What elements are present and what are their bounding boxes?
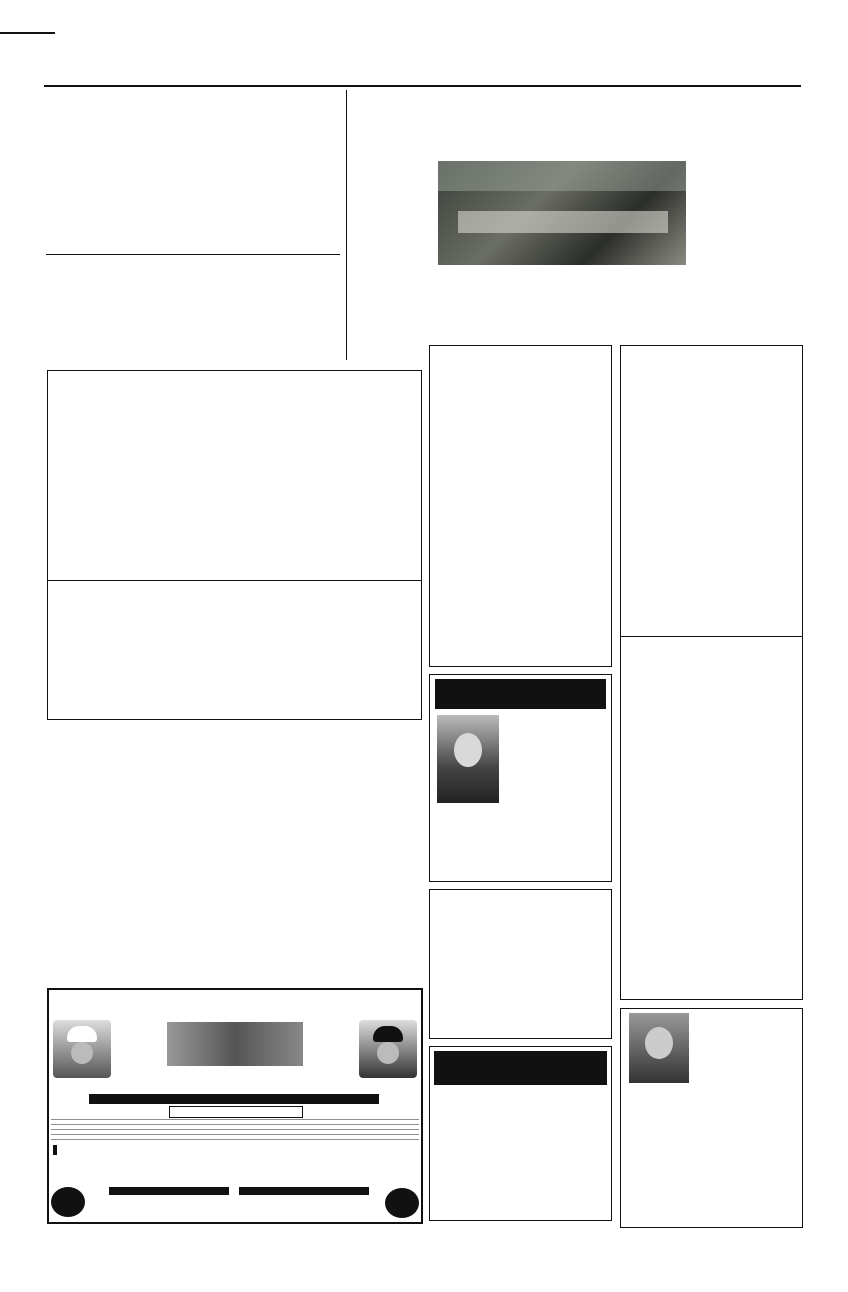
couple-image: [167, 1022, 303, 1066]
turban-shape: [373, 1026, 403, 1042]
rule: [0, 32, 55, 34]
office-label: [109, 1187, 229, 1195]
table-shape: [458, 211, 668, 233]
generous-donation-title: [434, 1051, 607, 1085]
nyk-article-border: [620, 345, 803, 1000]
wall-shape: [438, 161, 686, 191]
child-photo: [629, 1013, 689, 1083]
financial-help-body: [436, 934, 605, 1004]
imdadi-body: [627, 1089, 797, 1175]
face-shape: [377, 1042, 399, 1064]
clinic-ad-footer: [49, 1226, 421, 1244]
urdu-appeal-body: [504, 715, 607, 805]
turban-shape: [67, 1026, 97, 1042]
generous-donation-appeal: [429, 1046, 612, 1221]
imdadi-appeal: [620, 1008, 803, 1228]
hakim-photo: [53, 1020, 111, 1078]
patient-photo: [437, 715, 499, 803]
financial-help-appeal: [429, 889, 612, 1039]
face-shape: [454, 733, 482, 767]
face-shape: [645, 1027, 673, 1059]
no-side-effect: [169, 1106, 303, 1118]
urdu-description-lines: [51, 1118, 419, 1144]
face-shape: [71, 1042, 93, 1064]
tourism-notice: [429, 345, 612, 667]
urdu-appeal-title: [435, 679, 606, 709]
clinic-ad-inner: [49, 990, 421, 1222]
fees-badge: [385, 1188, 419, 1218]
sunday-badge: [51, 1187, 85, 1217]
meeting-photo: [438, 161, 686, 265]
home-label: [239, 1187, 369, 1195]
rule: [47, 370, 48, 580]
clinic-urdu-line2: [89, 1094, 379, 1104]
tender-notice: [47, 370, 422, 581]
column-rule: [346, 90, 347, 360]
rule: [46, 254, 340, 255]
urdu-appeal: [429, 674, 612, 882]
doctor-photo: [359, 1020, 417, 1078]
masthead-rule: [44, 85, 801, 87]
special-treatment: [53, 1146, 419, 1155]
special-treatment-label: [53, 1145, 57, 1155]
